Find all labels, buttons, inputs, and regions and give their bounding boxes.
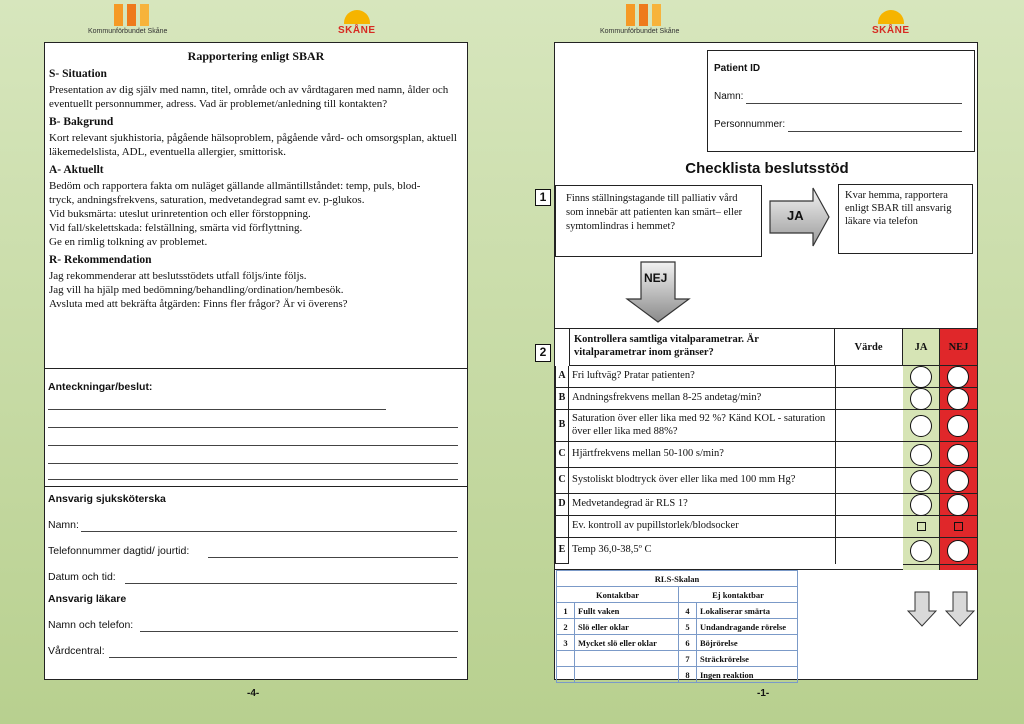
- step2-number: 2: [535, 344, 551, 362]
- recommendation-heading: R- Rekommendation: [49, 254, 152, 266]
- row-letter: [555, 516, 569, 537]
- sun-icon: [878, 10, 904, 24]
- step2-heading: Kontrollera samtliga vitalparametrar. Är vitalparametrar inom gränser?: [569, 329, 835, 366]
- divider: [903, 409, 977, 410]
- divider: [903, 564, 977, 565]
- row-letter: E: [555, 538, 569, 564]
- ja-checkbox[interactable]: [910, 540, 932, 562]
- rls-col-no-contact: Ej kontaktbar: [679, 587, 798, 603]
- rls-col-contact: Kontaktbar: [557, 587, 679, 603]
- row-letter: B: [555, 388, 569, 409]
- nej-checkbox[interactable]: [947, 470, 969, 492]
- rls-num: 8: [679, 667, 697, 683]
- kommunforbundet-logo-right: [600, 4, 700, 38]
- step1-question: Finns ställningstagande till palliativ vård som innebär att patienten kan smärt– eller symtomlindras i hemmet?: [555, 185, 762, 257]
- row-text: Saturation över eller lika med 92 %? Känd KOL - saturation över eller lika med 88%?: [572, 413, 826, 437]
- nej-checkbox[interactable]: [947, 444, 969, 466]
- ja-checkbox[interactable]: [910, 366, 932, 388]
- row-value-cell[interactable]: [835, 538, 903, 564]
- date-label: Datum och tid:: [48, 571, 116, 583]
- divider: [903, 441, 977, 442]
- phone-field[interactable]: [208, 557, 458, 558]
- right-page: [539, 42, 978, 680]
- nej-checkbox[interactable]: [947, 366, 969, 388]
- nurse-name-field[interactable]: [81, 531, 457, 532]
- ja-checkbox[interactable]: [910, 444, 932, 466]
- row-text: Fri luftväg? Pratar patienten?: [572, 370, 695, 381]
- checklist-title: Checklista beslutsstöd: [685, 160, 849, 177]
- rls-text: Lokaliserar smärta: [697, 603, 798, 619]
- row-text: Temp 36,0-38,5º C: [572, 544, 652, 555]
- nej-checkbox[interactable]: [947, 415, 969, 437]
- phone-label: Telefonnummer dagtid/ jourtid:: [48, 545, 190, 557]
- region-skane-logo: [338, 4, 378, 38]
- nej-square-checkbox[interactable]: [954, 522, 963, 531]
- checklist-row: [555, 442, 903, 468]
- current-line: Ge en rimlig tolkning av problemet.: [49, 236, 208, 248]
- doctor-name-label: Namn och telefon:: [48, 619, 134, 631]
- checklist-row: [555, 516, 903, 538]
- nej-checkbox[interactable]: [947, 540, 969, 562]
- rls-text: Sträckrörelse: [697, 651, 798, 667]
- rls-text: [575, 651, 679, 667]
- situation-text: Presentation av dig själv med namn, titel, område och av vårdtagaren med namn, ålder och eventuellt personnummer, adress. Vad är problemet/anledning till kontakten?: [49, 84, 449, 110]
- notes-label: Anteckningar/beslut:: [48, 381, 153, 393]
- doctor-name-field[interactable]: [140, 631, 458, 632]
- rls-title: RLS-Skalan: [557, 571, 798, 587]
- patient-id-box: [707, 50, 975, 152]
- kf-mark-icon: [114, 4, 154, 26]
- divider: [903, 493, 977, 494]
- current-text: [49, 179, 463, 249]
- current-line: Vid fall/skelettskada: felställning, smärta vid förflyttning.: [49, 222, 303, 234]
- row-value-cell[interactable]: [835, 366, 903, 387]
- region-skane-logo-right: [872, 4, 912, 38]
- nurse-heading: Ansvarig sjuksköterska: [48, 493, 166, 505]
- row-text: Medvetandegrad är RLS 1?: [572, 498, 688, 509]
- checklist-row: [555, 538, 903, 570]
- background-heading: B- Bakgrund: [49, 116, 114, 128]
- current-heading: A- Aktuellt: [49, 164, 104, 176]
- rls-scale: [556, 570, 798, 683]
- patient-pnr-field[interactable]: [788, 131, 962, 132]
- ja-square-checkbox[interactable]: [917, 522, 926, 531]
- date-field[interactable]: [125, 583, 457, 584]
- row-value-cell[interactable]: [835, 494, 903, 515]
- rls-row: [557, 651, 798, 667]
- row-value-cell[interactable]: [835, 442, 903, 467]
- row-value-cell[interactable]: [835, 468, 903, 493]
- patient-id-label: Patient ID: [714, 63, 761, 74]
- region-name: SKÅNE: [338, 25, 376, 36]
- sun-icon: [344, 10, 370, 24]
- patient-pnr-label: Personnummer:: [714, 119, 786, 130]
- sbar-section: [45, 43, 467, 369]
- divider: [903, 537, 977, 538]
- row-value-cell[interactable]: [835, 388, 903, 409]
- recommendation-line: Jag rekommenderar att beslutsstödets utfall följs/inte följs.: [49, 270, 307, 282]
- rls-num: 6: [679, 635, 697, 651]
- nej-checkbox[interactable]: [947, 388, 969, 410]
- checklist-row: [555, 468, 903, 494]
- region-name-right: SKÅNE: [872, 25, 910, 36]
- notes-section: [45, 369, 467, 487]
- background-text: Kort relevant sjukhistoria, pågående hälsoproblem, pågående vård- och omsorgsplan, aktuell läkemedelslista, ADL, eventuella allergier, smittorisk.: [49, 132, 457, 158]
- kf-name-right: Kommunförbundet Skåne: [600, 28, 680, 35]
- row-text: Hjärtfrekvens mellan 50-100 s/min?: [572, 448, 724, 459]
- rls-num: 2: [557, 619, 575, 635]
- rls-text: Böjrörelse: [697, 635, 798, 651]
- row-value-cell[interactable]: [835, 516, 903, 537]
- rls-num: 7: [679, 651, 697, 667]
- notes-line[interactable]: [48, 409, 386, 410]
- recommendation-line: Avsluta med att bekräfta åtgärden: Finns fler frågor? Är vi överens?: [49, 298, 348, 310]
- recommendation-line: Jag vill ha hjälp med bedömning/behandling/ordination/hembesök.: [49, 284, 344, 296]
- left-page-number: -4-: [247, 688, 260, 699]
- rls-text: [575, 667, 679, 683]
- checklist-row: [555, 410, 903, 442]
- rls-num: [557, 667, 575, 683]
- col-value: Värde: [835, 329, 903, 366]
- rls-num: 1: [557, 603, 575, 619]
- notes-line[interactable]: [48, 479, 458, 480]
- current-line: Bedöm och rapportera fakta om nuläget gällande allmäntillståndet: temp, puls, blod-: [49, 180, 421, 192]
- row-text: Systoliskt blodtryck över eller lika med 100 mm Hg?: [572, 474, 796, 485]
- current-line: Vid buksmärta: uteslut urinretention och eller förstoppning.: [49, 208, 311, 220]
- rls-num: 3: [557, 635, 575, 651]
- divider: [903, 467, 977, 468]
- nurse-name-label: Namn:: [48, 519, 79, 531]
- ja-checkbox[interactable]: [910, 415, 932, 437]
- rls-table: [556, 570, 798, 683]
- kf-name: Kommunförbundet Skåne: [88, 28, 168, 35]
- row-letter: D: [555, 494, 569, 515]
- vital-checklist: [555, 328, 977, 569]
- checklist-row: [555, 366, 903, 388]
- notes-line[interactable]: [48, 463, 458, 464]
- rls-text: Ingen reaktion: [697, 667, 798, 683]
- doctor-heading: Ansvarig läkare: [48, 593, 127, 605]
- row-text: Andningsfrekvens mellan 8-25 andetag/min?: [572, 392, 762, 403]
- notes-line[interactable]: [48, 445, 458, 446]
- right-page-number: -1-: [757, 688, 770, 699]
- rls-row: [557, 603, 798, 619]
- rls-row: [557, 667, 798, 683]
- rls-num: 4: [679, 603, 697, 619]
- nej-checkbox[interactable]: [947, 494, 969, 516]
- col-nej: NEJ: [940, 329, 977, 366]
- col-ja: JA: [903, 329, 940, 366]
- row-text: Ev. kontroll av pupillstorlek/blodsocker: [572, 520, 739, 531]
- rls-text: Mycket slö eller oklar: [575, 635, 679, 651]
- care-center-field[interactable]: [109, 657, 457, 658]
- patient-name-label: Namn:: [714, 91, 744, 102]
- care-center-label: Vårdcentral:: [48, 645, 105, 657]
- divider: [903, 515, 977, 516]
- patient-name-field[interactable]: [746, 103, 962, 104]
- checklist-row: [555, 494, 903, 516]
- notes-line[interactable]: [48, 427, 458, 428]
- current-line: tryck, andningsfrekvens, saturation, medvetandegrad samt ev. p-glukos.: [49, 194, 365, 206]
- row-letter: A: [555, 366, 569, 387]
- row-value-cell[interactable]: [835, 410, 903, 441]
- situation-heading: S- Situation: [49, 68, 107, 80]
- kf-mark-icon: [626, 4, 666, 26]
- recommendation-text: [49, 269, 463, 311]
- nej-down-arrow-icon: [945, 591, 975, 627]
- row-letter: B: [555, 410, 569, 441]
- row-letter: C: [555, 468, 569, 493]
- divider: [903, 387, 977, 388]
- rls-num: 5: [679, 619, 697, 635]
- ja-checkbox[interactable]: [910, 388, 932, 410]
- step1-number: 1: [535, 189, 551, 206]
- ja-down-arrow-icon: [907, 591, 937, 627]
- rls-text: Fullt vaken: [575, 603, 679, 619]
- row-letter: C: [555, 442, 569, 467]
- ja-checkbox[interactable]: [910, 494, 932, 516]
- ja-label: JA: [787, 208, 804, 223]
- left-page: [44, 42, 468, 680]
- sbar-title: Rapportering enligt SBAR: [187, 49, 325, 63]
- rls-text: Slö eller oklar: [575, 619, 679, 635]
- rls-num: [557, 651, 575, 667]
- rls-row: [557, 619, 798, 635]
- checklist-row: [555, 388, 903, 410]
- step1-result: Kvar hemma, rapportera enligt SBAR till ansvarig läkare via telefon: [838, 184, 973, 254]
- rls-text: Undandragande rörelse: [697, 619, 798, 635]
- ja-checkbox[interactable]: [910, 470, 932, 492]
- kommunforbundet-logo: [88, 4, 188, 38]
- nej-label: NEJ: [644, 271, 668, 285]
- rls-row: [557, 635, 798, 651]
- responsible-section: [45, 487, 467, 679]
